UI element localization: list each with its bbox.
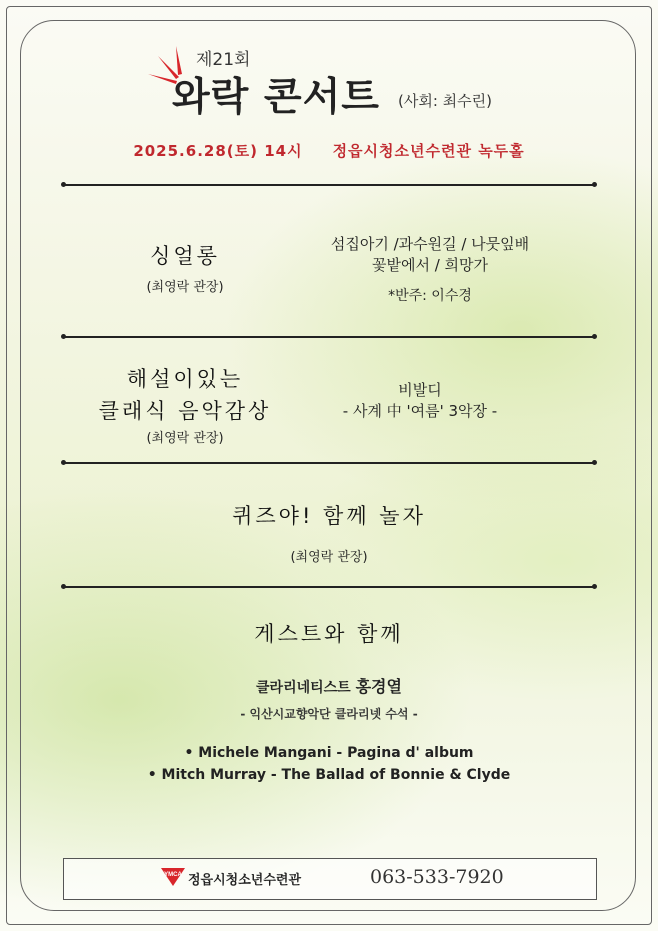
classical-program — [300, 380, 540, 422]
footer-phone: 063-533-7920 — [370, 866, 504, 888]
section-title: 게스트와 함께 — [254, 622, 404, 646]
program-line: 비발디 — [398, 381, 442, 399]
performer-label: (최영락 관장) — [146, 280, 224, 295]
concert-title: 와락 콘서트 — [172, 75, 380, 120]
performer-label: (최영락 관장) — [146, 431, 224, 446]
guest-line — [0, 674, 658, 697]
edition-label: 제21회 — [196, 50, 251, 70]
program-line: 꽃밭에서 / 희망가 — [371, 256, 489, 274]
guest-block — [0, 618, 658, 722]
quiz-block — [0, 500, 658, 565]
section-title: 퀴즈야! 함께 놀자 — [232, 504, 426, 528]
footer-organization: 정읍시청소년수련관 — [188, 873, 302, 888]
singalong-program — [280, 234, 580, 307]
section-title-line2: 클래식 음악감상 — [98, 399, 272, 423]
divider — [63, 462, 595, 464]
section-title: 싱얼롱 — [150, 244, 220, 268]
classical-block — [60, 363, 310, 446]
host-label: (사회: 최수린) — [398, 92, 492, 110]
program-line: 섬집아기 /과수원길 / 나뭇잎배 — [330, 235, 530, 253]
guest-affiliation: - 익산시교향악단 클라리넷 수석 - — [240, 707, 418, 721]
guest-pieces — [0, 742, 658, 786]
logo-text: YMCA — [164, 872, 182, 878]
piece-item: • Mitch Murray - The Ballad of Bonnie & Clyde — [147, 767, 511, 783]
section-title-line1: 해설이있는 — [126, 367, 244, 391]
guest-name: 홍경열 — [355, 677, 402, 696]
footer-box — [63, 858, 597, 900]
date-venue-line — [0, 140, 658, 161]
program-line: - 사계 中 '여름' 3악장 - — [342, 402, 498, 420]
piece-item: • Michele Mangani - Pagina d' album — [184, 745, 474, 761]
event-date: 2025.6.28(토) 14시 — [133, 142, 303, 160]
accompaniment-label: *반주: 이수경 — [388, 288, 472, 304]
event-venue: 정읍시청소년수련관 녹두홀 — [332, 142, 525, 160]
singalong-block — [90, 240, 280, 295]
performer-label: (최영락 관장) — [290, 550, 368, 565]
ymca-logo — [160, 867, 186, 887]
guest-role: 클라리네티스트 — [256, 680, 351, 696]
divider — [63, 336, 595, 338]
divider — [63, 586, 595, 588]
divider — [63, 184, 595, 186]
